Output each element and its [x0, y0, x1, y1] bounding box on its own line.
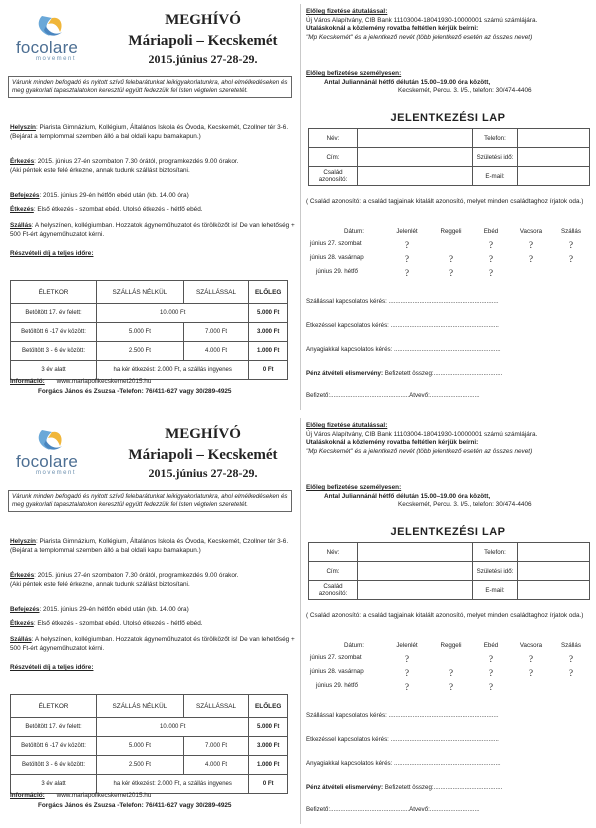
table-row	[11, 323, 288, 342]
email-label: E-mail:	[473, 167, 518, 186]
grid-row	[306, 668, 590, 680]
fee-age: Betöltött 17. év felett:	[11, 718, 97, 737]
fees-title: Részvételi díj a teljes időre:	[10, 250, 94, 257]
mark-lodging[interactable]: ?	[569, 240, 573, 250]
email-label: E-mail:	[473, 581, 518, 600]
prepay-note1: Utaláskoknál a közlemény rovatba feltétlen kérjük beírni:	[306, 25, 479, 33]
mark-lunch[interactable]: ?	[489, 654, 493, 664]
phone-field[interactable]	[518, 129, 590, 148]
table-row	[11, 361, 288, 380]
info-line	[10, 378, 296, 387]
fee-age: Betöltött 17. év felett:	[11, 304, 97, 323]
birth-label: Születési idő:	[473, 562, 518, 581]
personal-line1: Antal Juliannánál hétfő délután 15.00–19.00 óra között,	[324, 78, 491, 86]
family-id-field[interactable]	[358, 581, 473, 600]
mark-lodging[interactable]: ?	[569, 668, 573, 678]
address-field[interactable]	[358, 148, 473, 167]
info-line	[10, 792, 296, 801]
phone-field[interactable]	[518, 543, 590, 562]
receipt-label: Pénz átvételi elismervény:	[306, 370, 384, 377]
receipt-line	[306, 784, 590, 791]
event-name: Máriapoli – Kecskemét	[128, 33, 278, 49]
table-row	[11, 304, 288, 323]
table-row	[11, 756, 288, 775]
prepay-bank: Új Város Alapítvány, CIB Bank 11103004-18041930-10000001 számú számlájára.	[306, 430, 538, 438]
prepay-note2: "Mp Kecskemét" és a jelentkező nevét (több jelentkező esetén az összes nevet)	[306, 33, 533, 41]
grid-header-dinner: Vacsora	[519, 642, 543, 649]
address-label: Cím:	[309, 562, 358, 581]
fee-age: Betöltött 6 -17 év között:	[11, 737, 97, 756]
mark-presence[interactable]: ?	[405, 654, 409, 664]
finance-request[interactable]: Anyagiakkal kapcsolatos kérés: ..............................................................	[306, 760, 501, 767]
arrival-info	[10, 158, 296, 175]
prepay-section	[306, 8, 590, 43]
grid-header-presence: Jelenlét	[396, 642, 418, 649]
event-date: 2015.június 27-28-29.	[148, 466, 258, 480]
grid-date: június 29. hétfő	[316, 268, 358, 275]
fee-price: ha kér étkezést: 2.000 Ft, a szállás ingyenes	[97, 361, 249, 380]
mark-dinner[interactable]: ?	[529, 240, 533, 250]
fee-price: 5.000 Ft	[97, 323, 184, 342]
payer-line[interactable]: Befizető:..............................................Átvevő:.............................	[306, 392, 480, 399]
mark-breakfast[interactable]: ?	[449, 668, 453, 678]
prepay-note1: Utaláskoknál a közlemény rovatba feltétlen kérjük beírni:	[306, 439, 479, 447]
fee-age: Betöltött 6 -17 év között:	[11, 323, 97, 342]
grid-date: június 28. vasárnap	[310, 254, 364, 261]
personal-line1: Antal Juliannánál hétfő délután 15.00–19.00 óra között,	[324, 492, 491, 500]
meals-info	[10, 620, 296, 629]
lodging-text: : A helyszínen, kollégiumban. Hozzatok ágyneműhuzatot és törölközőt is! De van lehetőség + 500 Ft-ért ágyneműhuzatot kérni.	[10, 636, 295, 652]
title-block	[110, 12, 296, 67]
name-label: Név:	[309, 129, 358, 148]
fee-age: 3 év alatt	[11, 361, 97, 380]
fee-age: Betöltött 3 - 6 év között:	[11, 342, 97, 361]
end-text: : 2015. június 29-én hétfőn ebéd után (kb. 14.00 óra)	[39, 192, 189, 199]
grid-row	[306, 654, 590, 666]
prepay-section	[306, 422, 590, 457]
fee-price: 10.000 Ft	[97, 304, 249, 323]
meals-text: : Első étkezés - szombat ebéd. Utolsó étkezés - hétfő ebéd.	[33, 206, 203, 213]
birth-field[interactable]	[518, 148, 590, 167]
prepay-title: Előleg fizetése átutalással:	[306, 8, 388, 15]
address-label: Cím:	[309, 148, 358, 167]
grid-row	[306, 240, 590, 252]
logo-sub: movement	[36, 470, 77, 476]
grid-header-presence: Jelenlét	[396, 228, 418, 235]
column-divider	[300, 4, 301, 410]
lodging-info	[10, 222, 296, 239]
fee-deposit: 0 Ft	[249, 775, 288, 794]
fees-header-age: ÉLETKOR	[11, 281, 97, 304]
venue-info	[10, 538, 296, 555]
meals-info	[10, 206, 296, 215]
grid-header	[306, 642, 590, 654]
receipt-amount[interactable]: Befizetett összeg:........................................	[383, 370, 503, 377]
registration-table	[308, 128, 590, 186]
fee-deposit: 1.000 Ft	[249, 342, 288, 361]
lodging-request[interactable]: Szállással kapcsolatos kérés: ................................................................	[306, 712, 499, 719]
personal-line2: Kecskemét, Percu. 3. I/5., telefon: 30/474-4406	[398, 501, 532, 509]
registration-form	[306, 414, 592, 828]
mark-presence[interactable]: ?	[405, 668, 409, 678]
contact-line: Forgács János és Zsuzsa -Telefon: 76/411-627 vagy 30/289-4925	[38, 388, 232, 395]
name-field[interactable]	[358, 543, 473, 562]
mark-breakfast[interactable]: ?	[449, 254, 453, 264]
mark-breakfast[interactable]: ?	[449, 682, 453, 692]
fee-price-lodging: 4.000 Ft	[183, 342, 249, 361]
grid-header-breakfast: Reggeli	[440, 642, 462, 649]
mark-lodging[interactable]: ?	[569, 254, 573, 264]
mark-breakfast[interactable]: ?	[449, 268, 453, 278]
invitation-left	[6, 0, 296, 414]
table-row	[11, 718, 288, 737]
fees-header-no-lodging: SZÁLLÁS NÉLKÜL	[97, 695, 184, 718]
fee-price: ha kér étkezést: 2.000 Ft, a szállás ingyenes	[97, 775, 249, 794]
fee-price: 10.000 Ft	[97, 718, 249, 737]
phone-label: Telefon:	[473, 129, 518, 148]
mark-lodging[interactable]: ?	[569, 654, 573, 664]
payer-line[interactable]: Befizető:..............................................Átvevő:.............................	[306, 806, 480, 813]
arrival-label: Érkezés	[10, 158, 35, 165]
mark-lunch[interactable]: ?	[489, 268, 493, 278]
finance-request[interactable]: Anyagiakkal kapcsolatos kérés: ..............................................................	[306, 346, 501, 353]
table-row	[11, 737, 288, 756]
intro-box: Várunk minden befogadó és nyitott szívű felebarátunkat leikigyakorlatunkra, ahol elmélkedéseken és meg gyakorlati tapasztalatokon keresztül együtt fedezzük fel Isten végtelen szeretetét.	[8, 76, 292, 98]
mark-lunch[interactable]: ?	[489, 254, 493, 264]
grid-date: június 29. hétfő	[316, 682, 358, 689]
grid-row	[306, 268, 590, 280]
fee-price: 2.500 Ft	[97, 756, 184, 775]
event-date: 2015.június 27-28-29.	[148, 52, 258, 66]
fees-header-lodging: SZÁLLÁSSAL	[183, 695, 249, 718]
prepay-note2: "Mp Kecskemét" és a jelentkező nevét (több jelentkező esetén az összes nevet)	[306, 447, 533, 455]
email-field[interactable]	[518, 581, 590, 600]
grid-header-lunch: Ebéd	[483, 642, 499, 649]
intro-box: Várunk minden befogadó és nyitott szívű felebarátunkat leikigyakorlatunkra, ahol elmélkedéseken és meg gyakorlati tapasztalatokon keresztül együtt fedezzük fel Isten végtelen szeretetét.	[8, 490, 292, 512]
grid-header-lodging: Szállás	[561, 228, 581, 235]
grid-row	[306, 682, 590, 694]
lodging-label: Szállás	[10, 636, 32, 643]
fee-price: 2.500 Ft	[97, 342, 184, 361]
logo-name: focolare	[16, 452, 79, 471]
fee-deposit: 1.000 Ft	[249, 756, 288, 775]
personal-section	[306, 70, 590, 96]
contact-line: Forgács János és Zsuzsa -Telefon: 76/411-627 vagy 30/289-4925	[38, 802, 232, 809]
title-block	[110, 426, 296, 481]
info-label: Információ:	[10, 792, 45, 799]
lodging-text: : A helyszínen, kollégiumban. Hozzatok ágyneműhuzatot és törölközőt is! De van lehetőség + 500 Ft-ért ágyneműhuzatot kérni.	[10, 222, 295, 238]
registration-table	[308, 542, 590, 600]
meals-label: Étkezés	[10, 206, 34, 213]
end-info	[10, 606, 296, 615]
fee-deposit: 0 Ft	[249, 361, 288, 380]
receipt-label: Pénz átvételi elismervény:	[306, 784, 384, 791]
fees-header-no-lodging: SZÁLLÁS NÉLKÜL	[97, 281, 184, 304]
name-label: Név:	[309, 543, 358, 562]
grid-date: június 28. vasárnap	[310, 668, 364, 675]
fee-age: 3 év alatt	[11, 775, 97, 794]
fee-age: Betöltött 3 - 6 év között:	[11, 756, 97, 775]
lodging-request[interactable]: Szállással kapcsolatos kérés: ................................................................	[306, 298, 499, 305]
arrival-label: Érkezés	[10, 572, 35, 579]
fees-table	[10, 694, 288, 794]
name-field[interactable]	[358, 129, 473, 148]
fees-header-age: ÉLETKOR	[11, 695, 97, 718]
grid-header-breakfast: Reggeli	[440, 228, 462, 235]
birth-field[interactable]	[518, 562, 590, 581]
fee-price-lodging: 4.000 Ft	[183, 756, 249, 775]
registration-form	[306, 0, 592, 414]
mark-presence[interactable]: ?	[405, 682, 409, 692]
mark-lunch[interactable]: ?	[489, 682, 493, 692]
end-label: Befejezés	[10, 192, 40, 199]
mark-dinner[interactable]: ?	[529, 254, 533, 264]
table-row	[11, 342, 288, 361]
info-label: Információ:	[10, 378, 45, 385]
info-url[interactable]: www.mariapolikecskemet2015.hu	[56, 378, 152, 385]
fee-deposit: 5.000 Ft	[249, 718, 288, 737]
lodging-label: Szállás	[10, 222, 32, 229]
fee-deposit: 3.000 Ft	[249, 737, 288, 756]
mark-lunch[interactable]: ?	[489, 668, 493, 678]
grid-header-lunch: Ebéd	[483, 228, 499, 235]
info-url[interactable]: www.mariapolikecskemet2015.hu	[56, 792, 152, 799]
prepay-title: Előleg fizetése átutalással:	[306, 422, 388, 429]
page-title: MEGHÍVÓ	[165, 12, 241, 28]
fees-header-deposit: ELŐLEG	[249, 281, 288, 304]
fee-price: 5.000 Ft	[97, 737, 184, 756]
page-title: MEGHÍVÓ	[165, 426, 241, 442]
grid-header	[306, 228, 590, 240]
phone-label: Telefon:	[473, 543, 518, 562]
meals-label: Étkezés	[10, 620, 34, 627]
family-note: ( Család azonosító: a család tagjainak kitalált azonosító, melyet minden családtaghoz írjatok oda.)	[306, 612, 584, 619]
arrival-note: (Aki péntek este felé érkezne, annak tudunk szállást biztosítani.	[10, 166, 190, 174]
fees-title: Részvételi díj a teljes időre:	[10, 664, 94, 671]
personal-line2: Kecskemét, Percu. 3. I/5., telefon: 30/474-4406	[398, 87, 532, 95]
mark-dinner[interactable]: ?	[529, 668, 533, 678]
invitation-left	[6, 414, 296, 828]
email-field[interactable]	[518, 167, 590, 186]
fees-title-wrap	[10, 664, 296, 673]
grid-row	[306, 254, 590, 266]
event-name: Máriapoli – Kecskemét	[128, 447, 278, 463]
grid-header-dinner: Vacsora	[519, 228, 543, 235]
fee-deposit: 3.000 Ft	[249, 323, 288, 342]
address-field[interactable]	[358, 562, 473, 581]
lodging-info	[10, 636, 296, 653]
arrival-info	[10, 572, 296, 589]
meals-request[interactable]: Étkezéssel kapcsolatos kérés: ...............................................................	[306, 736, 499, 743]
personal-section	[306, 484, 590, 510]
fees-header-lodging: SZÁLLÁSSAL	[183, 281, 249, 304]
mark-presence[interactable]: ?	[405, 268, 409, 278]
venue-label: Helyszín	[10, 538, 36, 545]
grid-header-date: Dátum:	[344, 228, 364, 235]
family-id-label: Család azonosító:	[309, 581, 358, 600]
receipt-line	[306, 370, 590, 377]
arrival-text: : 2015. június 27-én szombaton 7.30 órától, programkezdés 9.00 órakor.	[34, 572, 239, 579]
mark-lunch[interactable]: ?	[489, 240, 493, 250]
invitation-bottom	[0, 414, 596, 828]
family-id-field[interactable]	[358, 167, 473, 186]
column-divider	[300, 418, 301, 824]
logo-sub: movement	[36, 56, 77, 62]
grid-date: június 27. szombat	[310, 654, 362, 661]
table-row	[11, 775, 288, 794]
family-note: ( Család azonosító: a család tagjainak kitalált azonosító, melyet minden családtaghoz írjatok oda.)	[306, 198, 584, 205]
venue-label: Helyszín	[10, 124, 36, 131]
fees-title-wrap	[10, 250, 296, 259]
birth-label: Születési idő:	[473, 148, 518, 167]
grid-header-lodging: Szállás	[561, 642, 581, 649]
mark-presence[interactable]: ?	[405, 240, 409, 250]
end-text: : 2015. június 29-én hétfőn ebéd után (kb. 14.00 óra)	[39, 606, 189, 613]
venue-info	[10, 124, 296, 141]
grid-header-date: Dátum:	[344, 642, 364, 649]
arrival-text: : 2015. június 27-én szombaton 7.30 órától, programkezdés 9.00 órakor.	[34, 158, 239, 165]
meals-request[interactable]: Étkezéssel kapcsolatos kérés: ...............................................................	[306, 322, 499, 329]
meals-text: : Első étkezés - szombat ebéd. Utolsó étkezés - hétfő ebéd.	[33, 620, 203, 627]
receipt-amount[interactable]: Befizetett összeg:........................................	[383, 784, 503, 791]
prepay-bank: Új Város Alapítvány, CIB Bank 11103004-18041930-10000001 számú számlájára.	[306, 16, 538, 24]
form-title: JELENTKEZÉSI LAP	[390, 526, 506, 538]
fees-header-deposit: ELŐLEG	[249, 695, 288, 718]
arrival-note: (Aki péntek este felé érkezne, annak tudunk szállást biztosítani.	[10, 580, 190, 588]
fee-price-lodging: 7.000 Ft	[183, 323, 249, 342]
form-title: JELENTKEZÉSI LAP	[390, 112, 506, 124]
fee-price-lodging: 7.000 Ft	[183, 737, 249, 756]
family-id-label: Család azonosító:	[309, 167, 358, 186]
personal-title: Előleg befizetése személyesen:	[306, 70, 402, 77]
fee-deposit: 5.000 Ft	[249, 304, 288, 323]
fees-table	[10, 280, 288, 380]
venue-text: : Piarista Gimnázium, Kollégium, Általános Iskola és Óvoda, Kecskemét, Czollner tér 3-6. (Bejárat a templommal szemben álló a bal oldali kapu bamakapun.)	[10, 124, 289, 140]
mark-presence[interactable]: ?	[405, 254, 409, 264]
logo-name: focolare	[16, 38, 79, 57]
end-label: Befejezés	[10, 606, 40, 613]
venue-text: : Piarista Gimnázium, Kollégium, Általános Iskola és Óvoda, Kecskemét, Czollner tér 3-6. (Bejárat a templommal szemben álló a bal oldali kapu bamakapun.)	[10, 538, 289, 554]
end-info	[10, 192, 296, 201]
grid-date: június 27. szombat	[310, 240, 362, 247]
personal-title: Előleg befizetése személyesen:	[306, 484, 402, 491]
mark-dinner[interactable]: ?	[529, 654, 533, 664]
